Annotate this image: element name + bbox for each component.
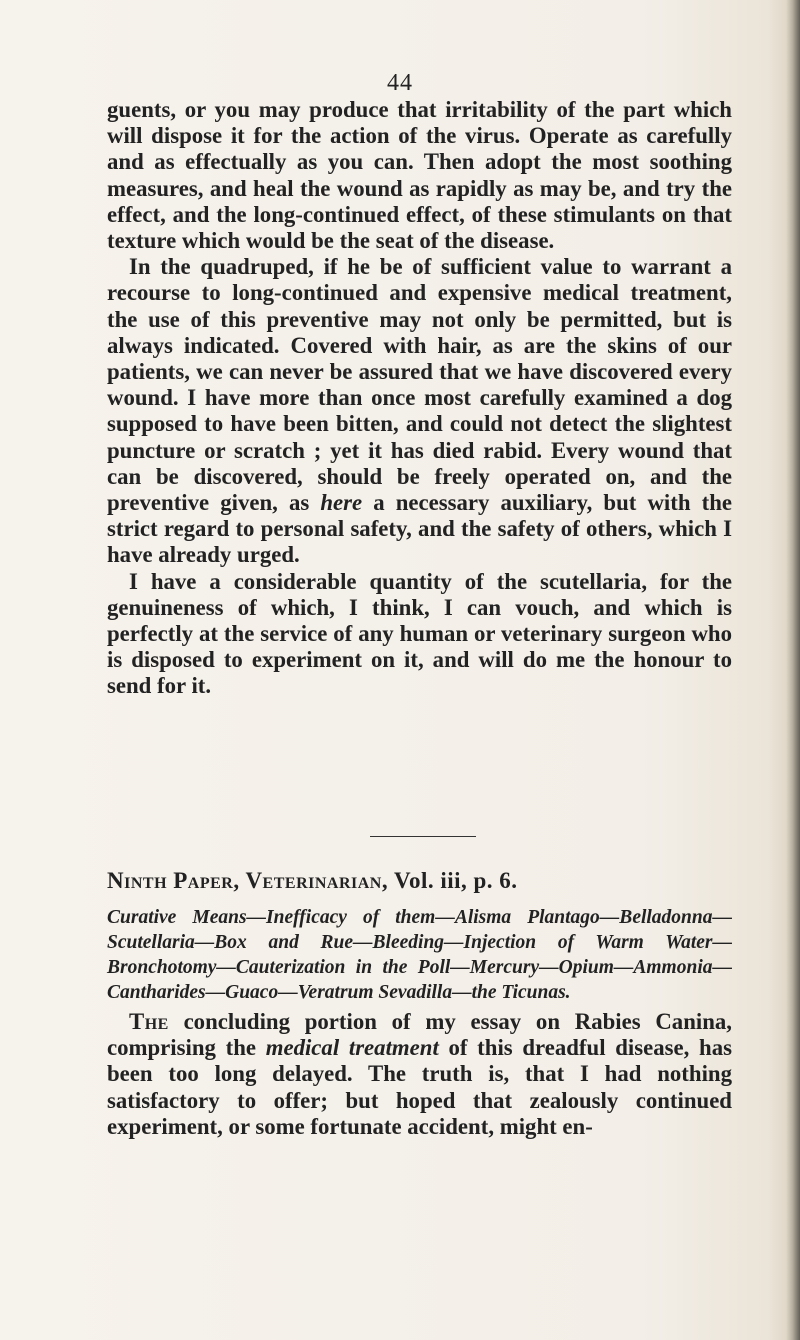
page-edge-shadow	[786, 0, 800, 1340]
paragraph-2	[107, 254, 732, 568]
paragraph-1-text: guents, or you may produce that irritability of the part which will dispose it for the action of the virus. Operate as carefully and as effectually as you can. Then adopt the most soothing measures, and heal the wound as rapidly as may be, and try the effect, and the long-continued effect, of these stimulants on that texture which would be the seat of the disease.	[107, 97, 732, 254]
paragraph-4	[107, 1009, 732, 1140]
body-text-bottom	[107, 1009, 732, 1140]
paragraph-3-text: I have a considerable quantity of the scutellaria, for the genuineness of which, I think, I can vouch, and which is perfectly at the service of any human or veterinary surgeon who is disposed to experiment on it, and will do me the honour to send for it.	[107, 568, 732, 699]
paragraph-2-text-a: In the quadruped, if he be of sufficient value to warrant a recourse to long-continued and expensive medical treatment, the use of this preventive may not only be permitted, but is always indicated. Covered with hair, as are the skins of our patients, we can never be assured that we have discovered every wound. I have more than once most carefully examined a dog supposed to have been bitten, and could not detect the slightest puncture or scratch ; yet it has died rabid. Every wound that can be discovered, should be freely operated on, and the preventive given, as	[107, 254, 732, 516]
section-divider	[370, 836, 476, 837]
paragraph-4-text-a: concluding portion of my essay on Rabies Canina, comprising the	[107, 1009, 732, 1061]
paragraph-3	[107, 569, 732, 700]
section-heading-citation: Vol. iii, p. 6.	[388, 868, 518, 893]
section-heading	[107, 868, 732, 894]
section-abstract: Curative Means—Inefficacy of them—Alisma Plantago—Belladonna—Scutellaria—Box and Rue—Bleeding—Injection of Warm Water—Bronchotomy—Cauterization in the Poll—Mercury—Opium—Ammonia—Cantharides—Guaco—Veratrum Sevadilla—the Ticunas.	[107, 907, 732, 1003]
paragraph-2-text-b: a necessary auxiliary, but with the strict regard to personal safety, and the safety of others, which I have already urged.	[107, 490, 732, 568]
paragraph-2-italic-here: here	[320, 490, 363, 516]
page-number: 44	[387, 70, 413, 96]
body-text-top	[107, 97, 732, 700]
paragraph-4-lead: The	[129, 1009, 169, 1034]
section-heading-smallcaps: Ninth Paper, Veterinarian,	[107, 868, 389, 893]
paragraph-1	[107, 97, 732, 254]
paragraph-4-text-b: of this dreadful disease, has been too long delayed. The truth is, that I had nothing satisfactory to offer; but hoped that zealously continued experiment, or some fortunate accident, might en-	[107, 1035, 732, 1139]
paragraph-4-italic: medical treatment	[265, 1035, 439, 1061]
